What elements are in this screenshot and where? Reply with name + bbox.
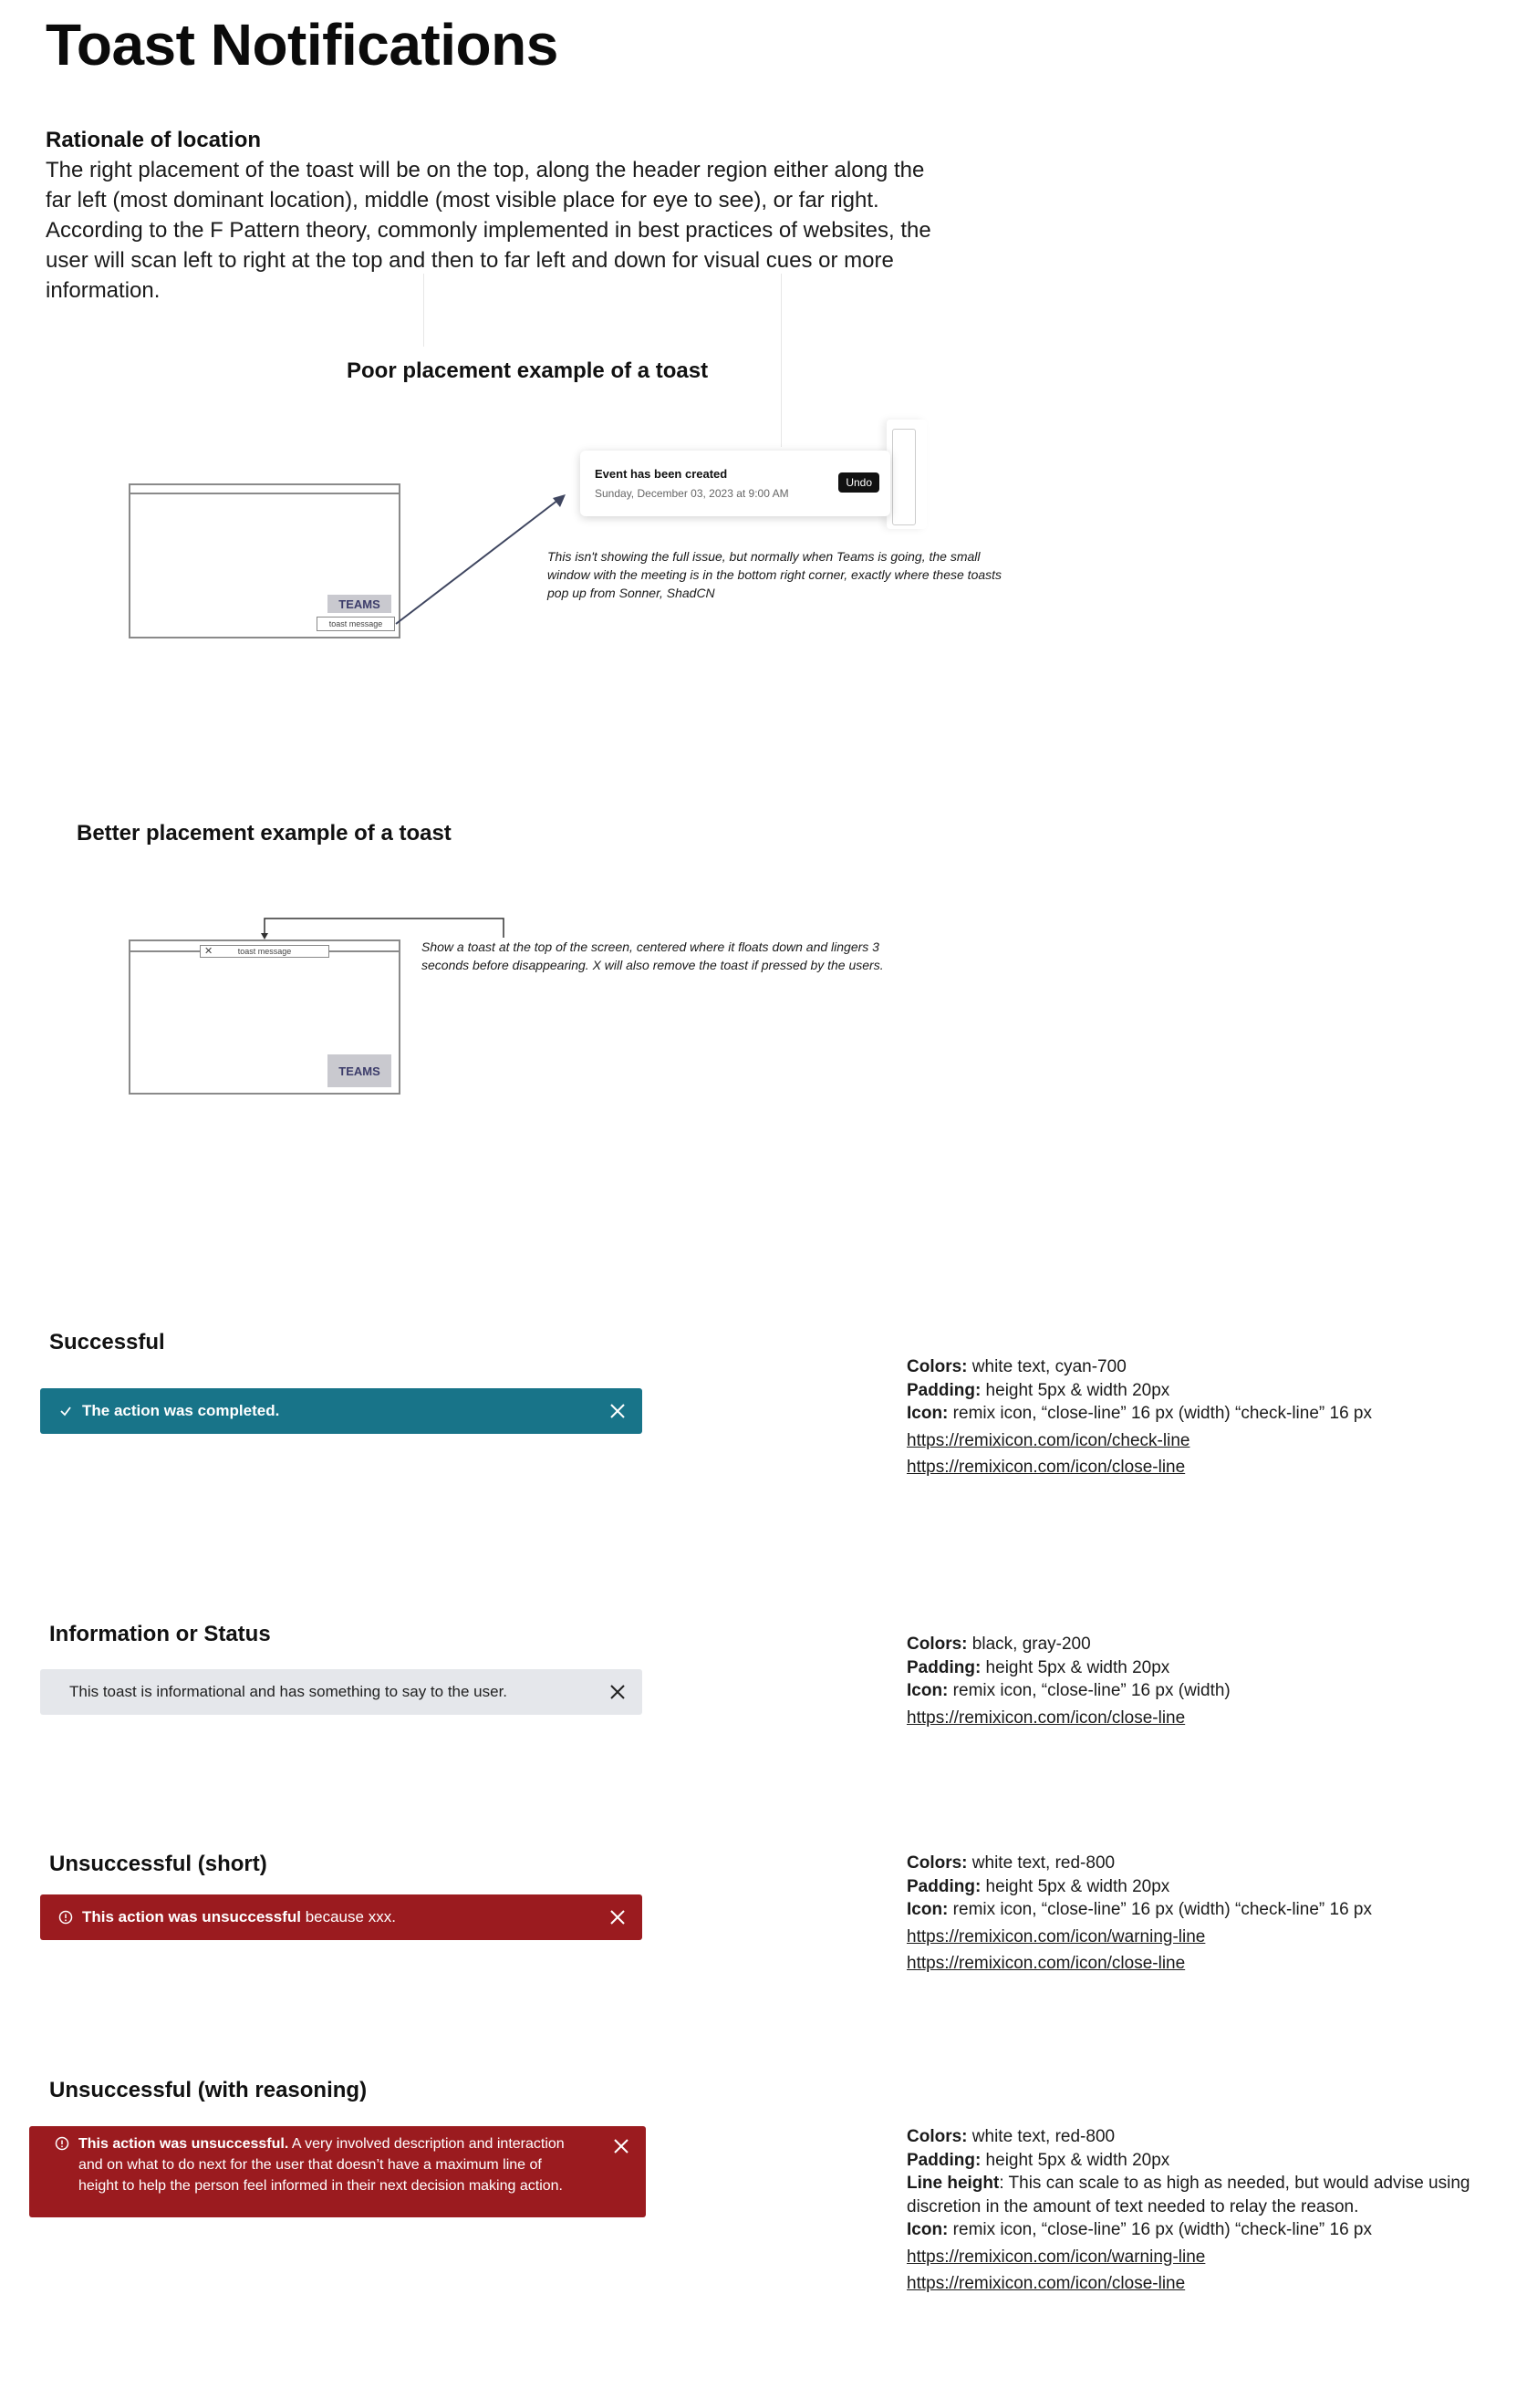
info-heading: Information or Status: [49, 1622, 271, 1646]
rationale-body: The right placement of the toast will be on the top, along the header region either along the far left (most dominant location), middle (most visible place for eye to see), or far right. According to the F Pattern theory, commonly implemented in best practices of websites, the user will scan left to right at the top and then to far left and down for visual cues or more information.: [46, 158, 931, 303]
sonner-title: Event has been created: [595, 467, 728, 481]
header-bar: [130, 493, 399, 494]
undo-button[interactable]: Undo: [838, 472, 879, 493]
close-line-link[interactable]: https://remixicon.com/icon/close-line: [907, 1954, 1186, 1973]
toast-message: This action was unsuccessful because xxx.: [82, 1908, 396, 1925]
toast-placeholder: [200, 945, 329, 958]
poor-screen-mockup: [129, 483, 400, 638]
success-toast: [40, 1388, 642, 1434]
warning-icon: [55, 2136, 69, 2151]
poor-note: This isn't showing the full issue, but normally when Teams is going, the small window with the meeting is in the bottom right corner, exactly where these toasts pop up from Sonner, ShadCN: [547, 549, 1002, 600]
rationale-heading: Rationale of location: [46, 128, 262, 152]
error-short-heading: Unsuccessful (short): [49, 1852, 267, 1876]
error-long-heading: Unsuccessful (with reasoning): [49, 2078, 368, 2102]
better-screen-mockup: [129, 939, 400, 1095]
close-icon[interactable]: [608, 1907, 628, 1927]
check-icon: [58, 1404, 73, 1418]
divider: [781, 274, 782, 447]
toast-placeholder-label: toast message: [237, 947, 292, 956]
close-icon[interactable]: [608, 1401, 628, 1421]
close-icon[interactable]: ✕: [204, 946, 213, 957]
success-heading: Successful: [49, 1330, 165, 1354]
warning-line-link[interactable]: https://remixicon.com/icon/warning-line: [907, 2247, 1206, 2267]
error-short-spec: Colors: white text, red-800 Padding: height 5px & width 20px Icon: remix icon, “close-line” 16 px (width) “check-line” 16 px https://remixicon.com/icon/warning-line https://remixicon.com/icon/close-line: [907, 1852, 1491, 1976]
sonner-date: Sunday, December 03, 2023 at 9:00 AM: [595, 487, 789, 500]
better-placement-heading: Better placement example of a toast: [77, 821, 452, 846]
teams-window: TEAMS: [327, 1054, 391, 1087]
toast-message: The action was completed.: [82, 1402, 280, 1419]
better-note: Show a toast at the top of the screen, centered where it floats down and lingers 3 seconds before disappearing. X will also remove the toast if pressed by the users.: [421, 939, 884, 972]
error-long-spec: Colors: white text, red-800 Padding: height 5px & width 20px Line height: This can scale to as high as needed, but would advise using discretion in the amount of text needed to relay the reason. Icon: remix icon, “close-line” 16 px (width) “check-line” 16 px https://remixicon.com/icon/warning-line https://remixicon.com/icon/close-line: [907, 2125, 1491, 2296]
page-title: Toast Notifications: [46, 12, 558, 78]
poor-placement-heading: Poor placement example of a toast: [347, 358, 709, 383]
teams-window: TEAMS: [327, 595, 391, 613]
toast-message: This action was unsuccessful. A very involved description and interaction and on what to do next for the user that doesn’t have a maximum line of height to help the person feel informed in their next decision making action.: [78, 2136, 565, 2194]
sonner-toast-example: [580, 451, 890, 516]
error-short-toast: [40, 1894, 642, 1940]
sidebar-fragment: [887, 420, 927, 529]
close-icon[interactable]: [611, 2136, 631, 2156]
warning-icon: [58, 1910, 73, 1925]
warning-line-link[interactable]: https://remixicon.com/icon/warning-line: [907, 1926, 1206, 1946]
success-spec: Colors: white text, cyan-700 Padding: height 5px & width 20px Icon: remix icon, “close-line” 16 px (width) “check-line” 16 px https://remixicon.com/icon/check-line https://remixicon.com/icon/close-line: [907, 1355, 1491, 1479]
error-long-toast: [29, 2126, 646, 2217]
info-toast: [40, 1669, 642, 1715]
toast-placeholder: toast message: [317, 617, 395, 631]
divider: [423, 274, 424, 347]
close-line-link[interactable]: https://remixicon.com/icon/close-line: [907, 2274, 1186, 2293]
info-spec: Colors: black, gray-200 Padding: height 5px & width 20px Icon: remix icon, “close-line” 16 px (width) https://remixicon.com/icon/close-line: [907, 1633, 1491, 1729]
toast-message: This toast is informational and has something to say to the user.: [69, 1683, 508, 1700]
check-line-link[interactable]: https://remixicon.com/icon/check-line: [907, 1430, 1190, 1450]
close-line-link[interactable]: https://remixicon.com/icon/close-line: [907, 1707, 1186, 1728]
close-line-link[interactable]: https://remixicon.com/icon/close-line: [907, 1458, 1186, 1477]
close-icon[interactable]: [608, 1682, 628, 1702]
